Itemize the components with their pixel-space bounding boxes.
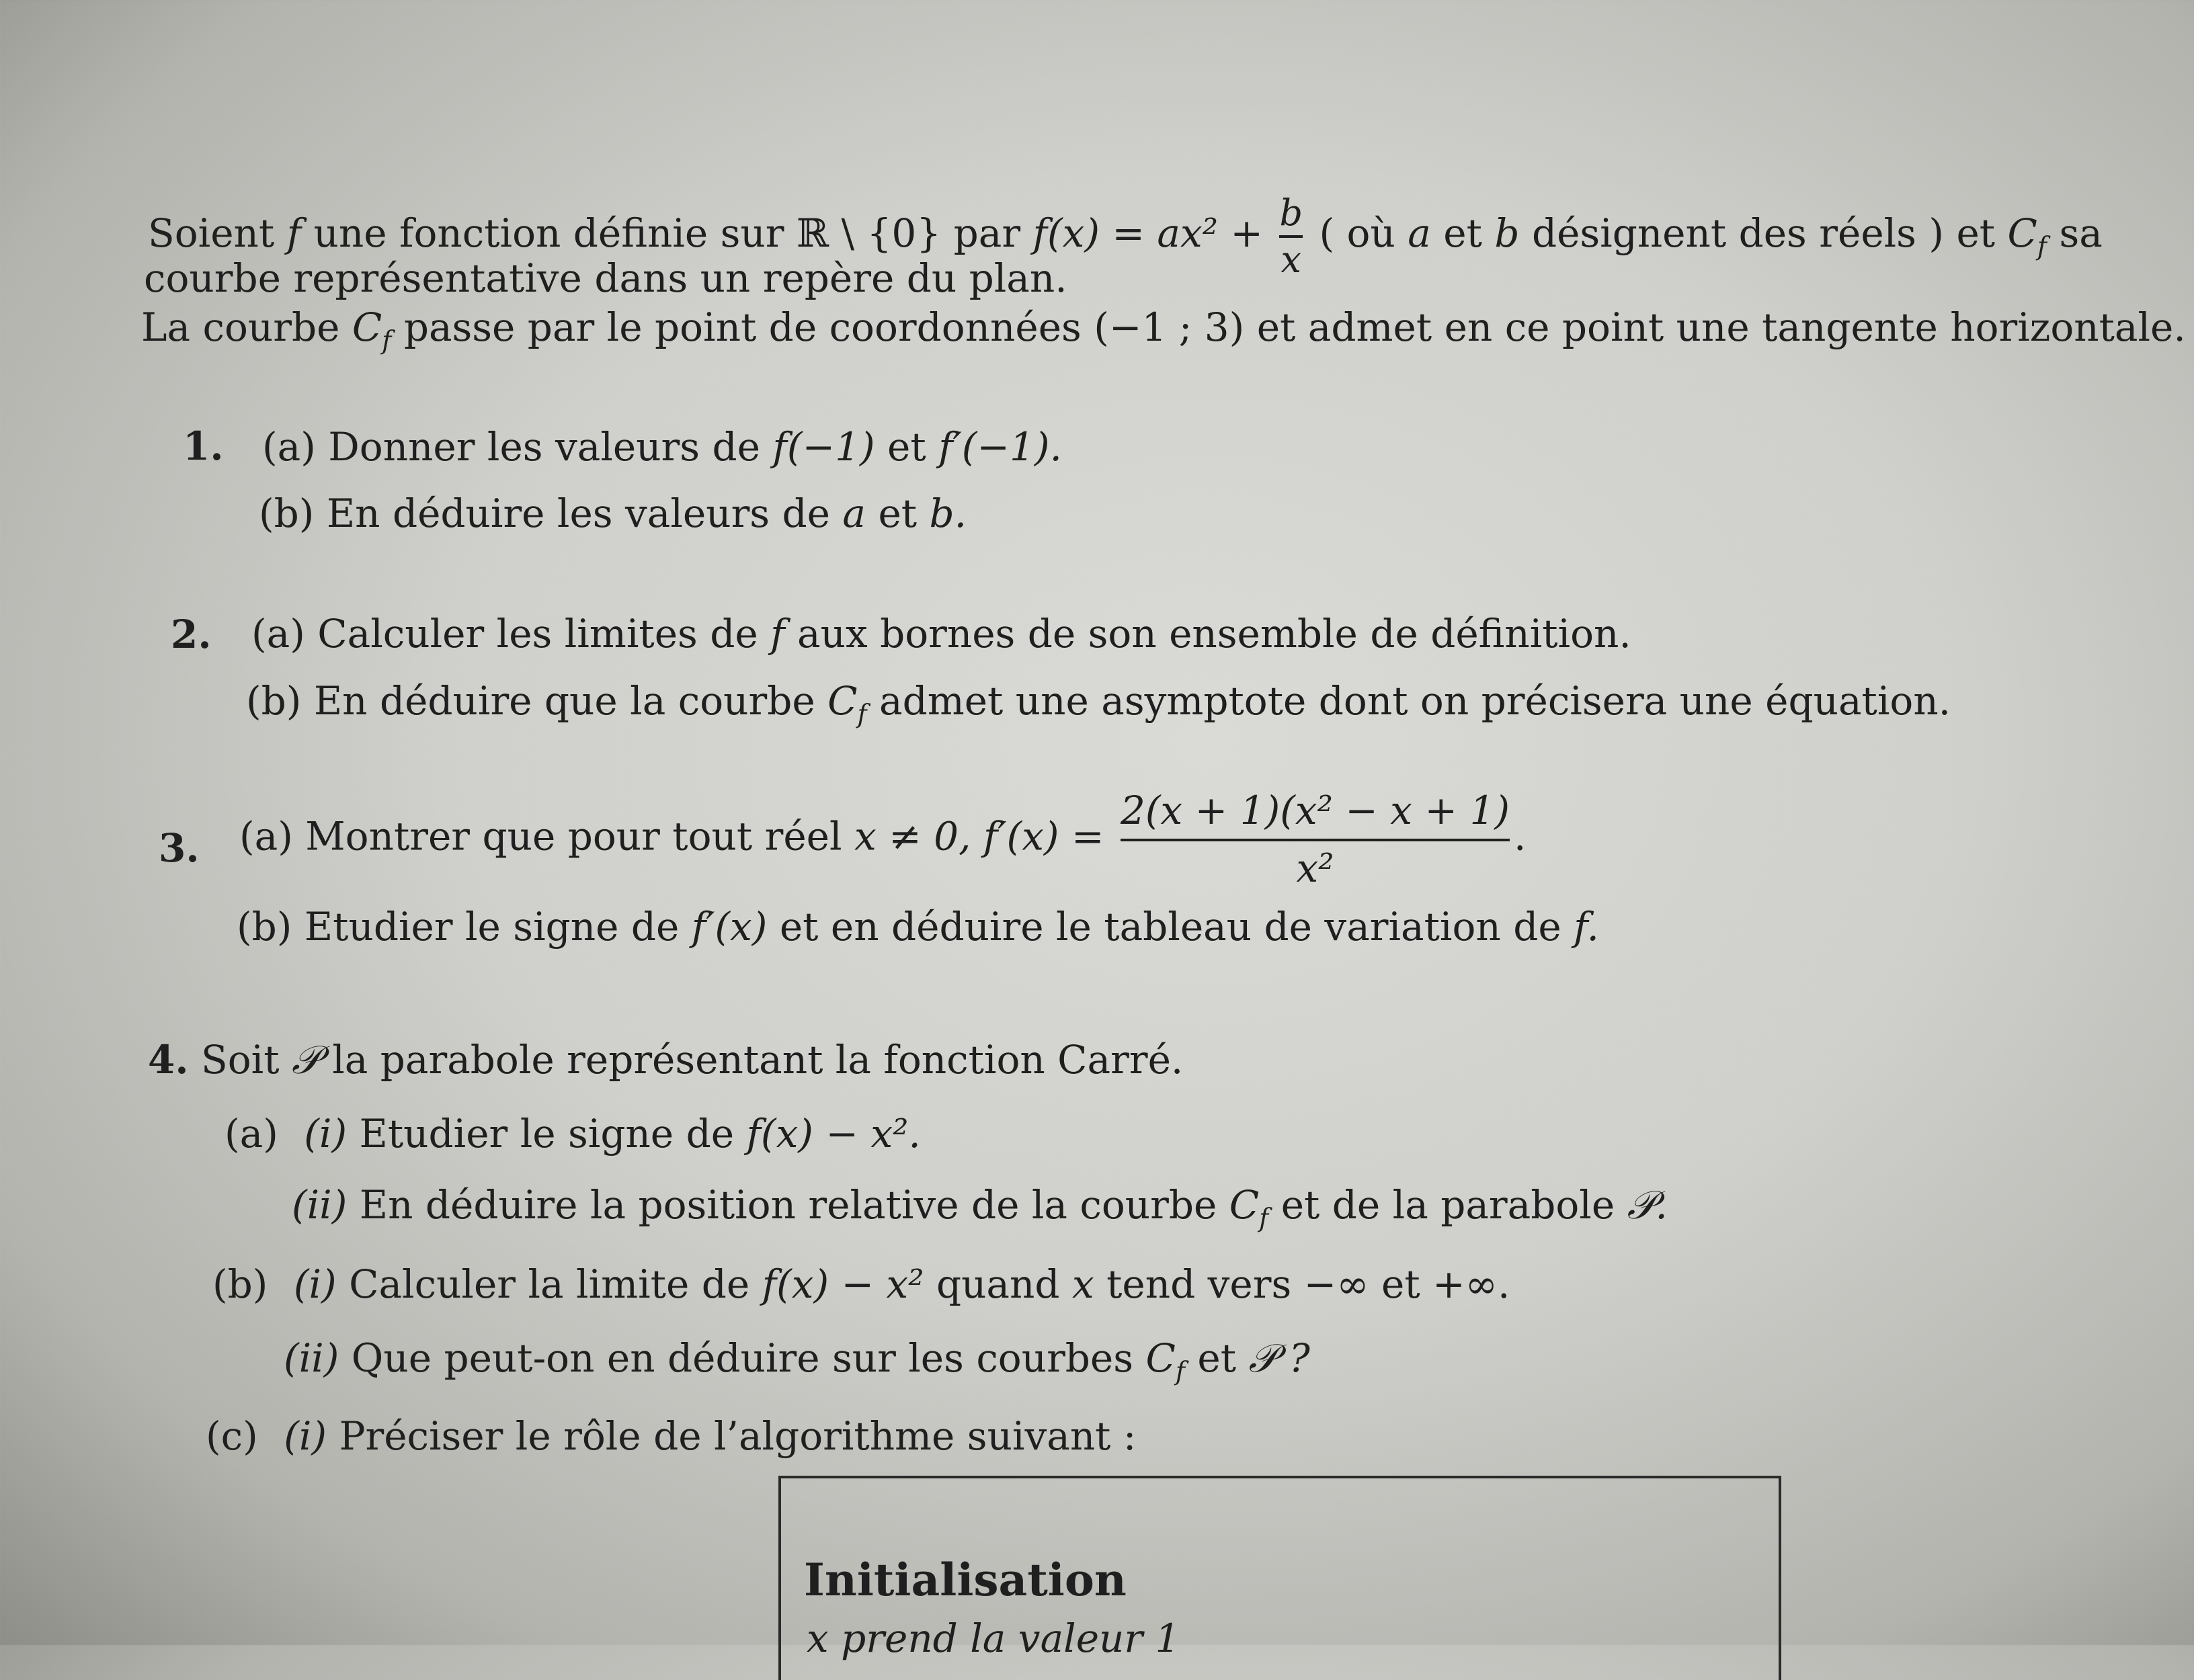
question-2b: [246, 678, 1951, 729]
question-4a-ii: [292, 1182, 1668, 1233]
fraction-bar: [1279, 235, 1303, 238]
fraction-numerator: b: [1279, 192, 1303, 234]
math-parabola-P: 𝒫: [291, 1037, 320, 1083]
sub-item-label: (i): [293, 1261, 337, 1307]
math-curve-C: C: [1145, 1335, 1176, 1381]
derivative-fraction: [1121, 788, 1510, 892]
fraction-bar: [1121, 839, 1510, 841]
intro-text: ( où: [1319, 210, 1395, 257]
item-text: Donner les valeurs de: [328, 424, 760, 470]
item-text: la parabole représentant la fonction Carré.: [332, 1037, 1184, 1083]
question-3-number: 3.: [159, 825, 200, 871]
intro-line-3: [141, 304, 2186, 355]
math-subscript: f: [382, 325, 392, 355]
fraction-denominator: x: [1281, 239, 1301, 281]
item-label: (c): [206, 1413, 258, 1459]
math-b: b.: [929, 491, 967, 536]
intro-text: une fonction définie sur ℝ \ {0} par: [313, 210, 1021, 257]
math-parabola-P: 𝒫 ?: [1248, 1335, 1310, 1381]
math-f: f.: [1574, 904, 1599, 950]
math-expr: f′(−1).: [938, 424, 1062, 470]
function-definition: f(x) = ax² +: [1032, 210, 1264, 257]
item-text: quand: [936, 1261, 1060, 1307]
math-expr: f(x) − x².: [746, 1111, 921, 1157]
item-label: (a): [225, 1111, 278, 1157]
question-4c-i: [206, 1413, 1137, 1459]
intro-text: La courbe: [141, 304, 340, 350]
item-text: et: [887, 424, 926, 470]
item-label: (a): [239, 813, 293, 859]
item-text: et: [1197, 1335, 1237, 1381]
question-3b: [237, 904, 1599, 950]
math-f: f: [770, 611, 785, 657]
math-subscript: f: [857, 699, 867, 729]
item-text: Que peut-on en déduire sur les courbes: [351, 1335, 1134, 1381]
question-2a: [251, 611, 1631, 657]
question-3a: [239, 788, 1526, 892]
math-x: x: [1071, 1261, 1094, 1307]
item-text: Soit: [201, 1037, 280, 1083]
math-expr: f(x) − x²: [762, 1261, 924, 1307]
math-parabola-P: 𝒫.: [1627, 1182, 1668, 1228]
item-text: .: [1514, 813, 1527, 859]
math-b: b: [1494, 210, 1520, 257]
question-1a: [262, 424, 1062, 470]
algorithm-line: x prend la valeur 1: [807, 1615, 1180, 1661]
intro-line-2: courbe représentative dans un repère du plan.: [144, 255, 1067, 301]
sub-item-label: (ii): [284, 1335, 339, 1381]
math-curve-C: C: [1229, 1182, 1260, 1228]
item-text: En déduire que la courbe: [313, 678, 815, 724]
fraction-b-over-x: [1279, 192, 1303, 281]
intro-text: Soient: [148, 210, 275, 257]
sub-item-label: (ii): [292, 1182, 348, 1228]
item-label: (b): [212, 1261, 268, 1307]
item-text: En déduire la position relative de la courbe: [359, 1182, 1217, 1228]
math-curve-C: C: [827, 678, 858, 724]
sub-item-label: (i): [284, 1413, 327, 1459]
math-f: f: [286, 210, 302, 257]
item-text: Préciser le rôle de l’algorithme suivant :: [339, 1413, 1137, 1459]
math-a: a: [842, 491, 866, 536]
question-1-number: 1.: [183, 423, 224, 469]
math-subscript: f: [1259, 1203, 1269, 1233]
item-label: (a): [262, 424, 316, 470]
question-4-number: 4.: [148, 1037, 189, 1083]
item-text: et: [878, 491, 918, 536]
fraction-denominator: x²: [1296, 845, 1334, 891]
item-text: et en déduire le tableau de variation de: [779, 904, 1561, 950]
math-curve-C: C: [352, 304, 382, 350]
intro-text: passe par le point de coordonnées (−1 ; 3) et admet en ce point une tangente horizontale.: [403, 304, 2186, 350]
item-label: (b): [237, 904, 292, 950]
math-subscript: f: [2037, 231, 2047, 261]
algorithm-heading: Initialisation: [804, 1554, 1127, 1606]
question-4-intro: [148, 1037, 1184, 1083]
item-text: aux bornes de son ensemble de définition.: [797, 611, 1631, 657]
math-a: a: [1408, 210, 1431, 257]
item-text: et de la parabole: [1281, 1182, 1615, 1228]
question-2-number: 2.: [171, 612, 212, 657]
intro-text: sa: [2059, 210, 2103, 257]
question-4b-ii: [284, 1335, 1310, 1386]
item-text: Etudier le signe de: [304, 904, 680, 950]
item-label: (a): [251, 611, 305, 657]
math-subscript: f: [1175, 1356, 1185, 1386]
math-expr: f′(x): [691, 904, 768, 950]
item-text: tend vers −∞ et +∞.: [1106, 1261, 1510, 1307]
item-text: admet une asymptote dont on précisera une équation.: [879, 678, 1951, 724]
math-expr: f(−1): [772, 424, 875, 470]
math-curve-C: C: [2007, 210, 2037, 257]
question-4a-i: [225, 1111, 921, 1157]
math-expr: x ≠ 0, f′(x) =: [854, 813, 1104, 859]
item-text: Calculer la limite de: [349, 1261, 750, 1307]
item-text: Etudier le signe de: [359, 1111, 735, 1157]
question-1b: [259, 491, 967, 536]
item-label: (b): [259, 491, 315, 536]
intro-text: désignent des réels ) et: [1531, 210, 1996, 257]
item-text: Montrer que pour tout réel: [305, 813, 842, 859]
item-label: (b): [246, 678, 302, 724]
sub-item-label: (i): [304, 1111, 348, 1157]
item-text: Calculer les limites de: [317, 611, 758, 657]
item-text: En déduire les valeurs de: [326, 491, 830, 536]
intro-text: et: [1443, 210, 1482, 257]
question-4b-i: [212, 1261, 1510, 1307]
fraction-numerator: 2(x + 1)(x² − x + 1): [1121, 788, 1510, 833]
